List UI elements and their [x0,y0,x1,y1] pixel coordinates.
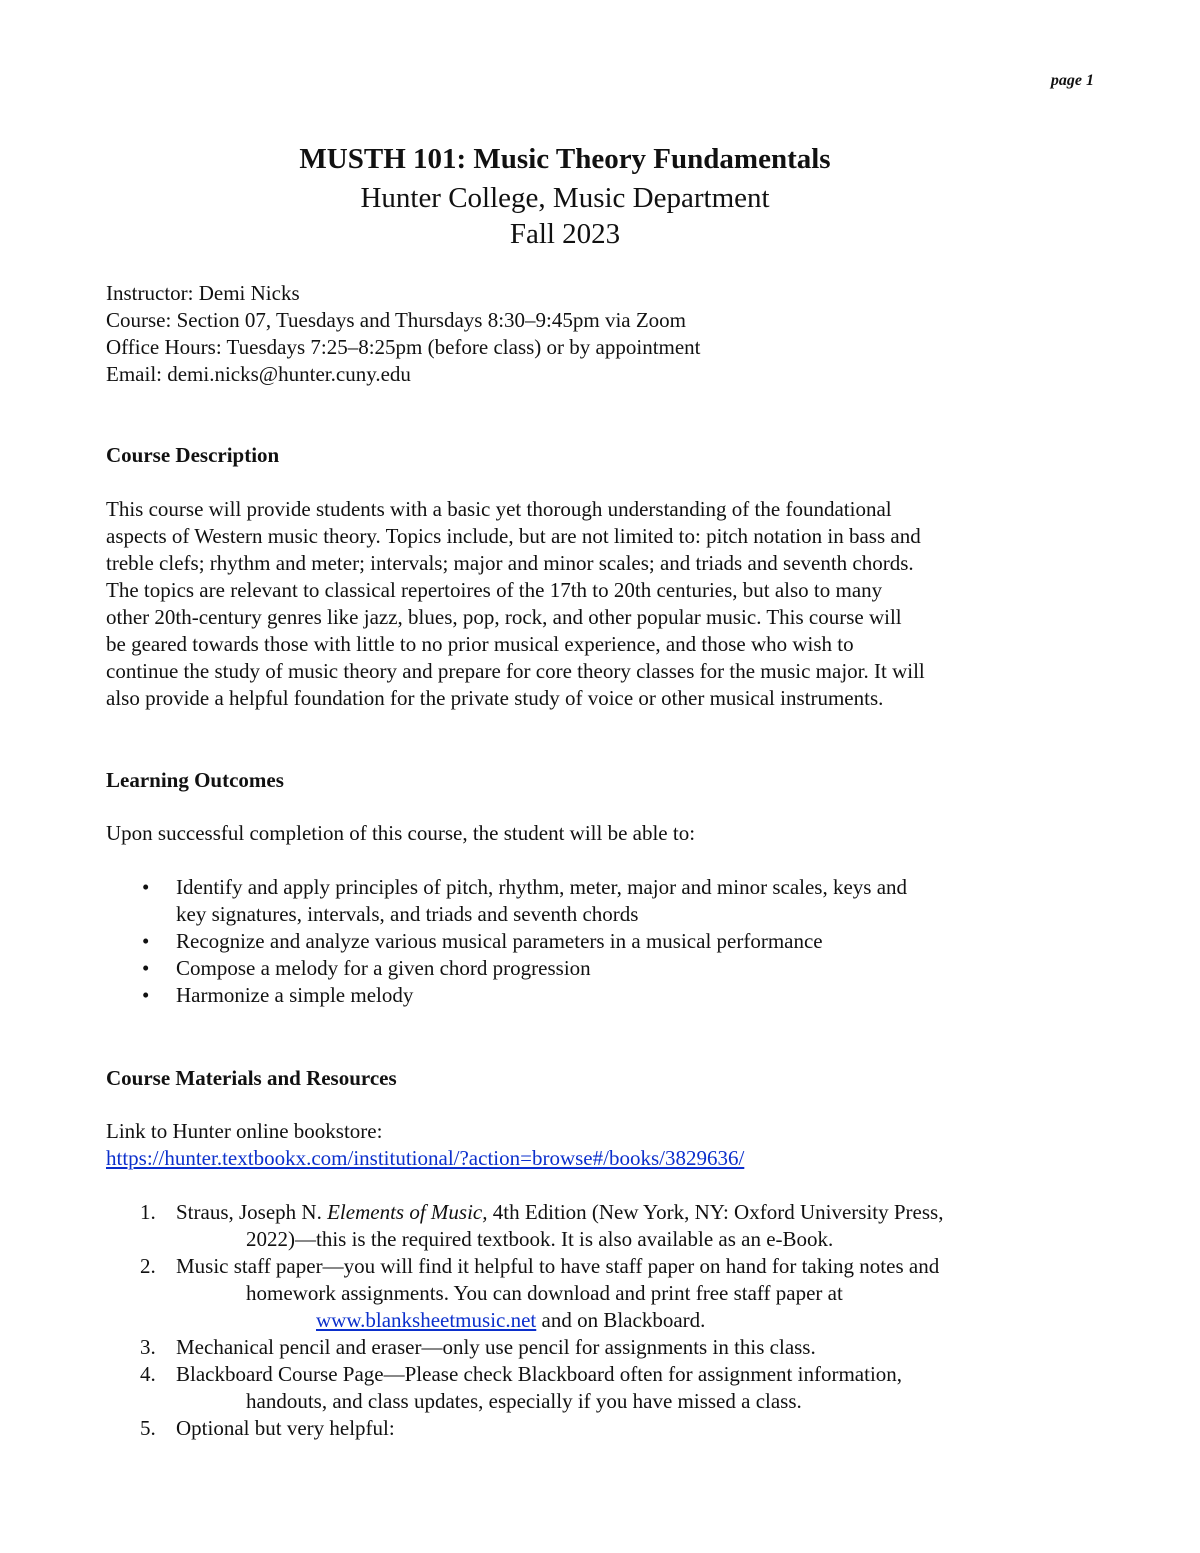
bookstore-link[interactable]: https://hunter.textbookx.com/institutional/?action=browse#/books/3829636/ [106,1146,745,1170]
term: Fall 2023 [509,218,621,250]
list-number: 3. [140,1335,156,1359]
list-item-text: handouts, and class updates, especially if you have missed a class. [246,1389,802,1413]
description-line: other 20th-century genres like jazz, blues, pop, rock, and other popular music. This course will [106,605,902,629]
list-item-text: Recognize and analyze various musical parameters in a musical performance [176,929,823,953]
list-item [106,928,907,955]
description-heading: Course Description [106,443,280,467]
list-item [106,955,907,982]
list-item-text: key signatures, intervals, and triads and seventh chords [176,902,639,926]
materials-heading: Course Materials and Resources [106,1066,397,1090]
list-number: 5. [140,1416,156,1440]
office-hours-line: Office Hours: Tuesdays 7:25–8:25pm (before class) or by appointment [106,335,701,359]
list-item-text: Compose a melody for a given chord progression [176,956,591,980]
institution: Hunter College, Music Department [360,182,770,214]
outcomes-heading: Learning Outcomes [106,768,284,792]
list-item-text: homework assignments. You can download and print free staff paper at [246,1281,843,1305]
list-item-text: Identify and apply principles of pitch, rhythm, meter, major and minor scales, keys and [176,875,908,899]
book-title: Elements of Music, [327,1200,488,1224]
list-item [106,982,907,1009]
description-line: treble clefs; rhythm and meter; intervals; major and minor scales; and triads and seventh chords. [106,551,914,575]
list-item-text [176,1199,943,1226]
list-item-text: Harmonize a simple melody [176,983,414,1007]
bullet-icon: • [142,983,150,1007]
citation-details: 4th Edition (New York, NY: Oxford University Press, [487,1200,944,1224]
outcomes-intro: Upon successful completion of this course, the student will be able to: [106,821,696,845]
description-line: also provide a helpful foundation for the private study of voice or other musical instruments. [106,686,884,710]
list-item-text [176,1307,943,1334]
bullet-icon: • [142,875,150,899]
staff-paper-link[interactable]: www.blanksheetmusic.net [316,1308,537,1332]
list-item-text: Music staff paper—you will find it helpful to have staff paper on hand for taking notes and [176,1254,940,1278]
course-title: MUSTH 101: Music Theory Fundamentals [299,143,831,175]
description-line: be geared towards those with little to no prior musical experience, and those who wish to [106,632,854,656]
bookstore-link-line [106,1145,744,1172]
description-line: The topics are relevant to classical repertoires of the 17th to 20th centuries, but also to many [106,578,883,602]
bullet-icon: • [142,929,150,953]
list-number: 4. [140,1362,156,1386]
page-number: page 1 [1050,72,1094,89]
list-item [106,1415,943,1442]
citation-author: Straus, Joseph N. [176,1200,328,1224]
email-line: Email: demi.nicks@hunter.cuny.edu [106,362,411,386]
list-item-text: Optional but very helpful: [176,1416,395,1440]
instructor-line: Instructor: Demi Nicks [106,281,300,305]
bullet-icon: • [142,956,150,980]
materials-list [106,1199,943,1442]
list-number: 1. [140,1200,156,1224]
list-number: 2. [140,1254,156,1278]
description-line: continue the study of music theory and prepare for core theory classes for the music major. It will [106,659,925,683]
list-item [106,874,907,928]
list-item-text: Blackboard Course Page—Please check Blackboard often for assignment information, [176,1362,903,1386]
description-line: This course will provide students with a basic yet thorough understanding of the foundational [106,497,892,521]
outcomes-list [106,874,907,1009]
description-paragraph [106,496,1046,712]
list-item [106,1253,943,1334]
list-item [106,1361,943,1415]
course-line: Course: Section 07, Tuesdays and Thursdays 8:30–9:45pm via Zoom [106,308,687,332]
list-item-text: 2022)—this is the required textbook. It is also available as an e-Book. [246,1227,834,1251]
list-item-text-tail: and on Blackboard. [536,1308,706,1332]
list-item-text: Mechanical pencil and eraser—only use pencil for assignments in this class. [176,1335,816,1359]
list-item [106,1199,943,1253]
list-item [106,1334,943,1361]
bookstore-label: Link to Hunter online bookstore: [106,1119,383,1143]
description-line: aspects of Western music theory. Topics include, but are not limited to: pitch notation in bass and [106,524,921,548]
